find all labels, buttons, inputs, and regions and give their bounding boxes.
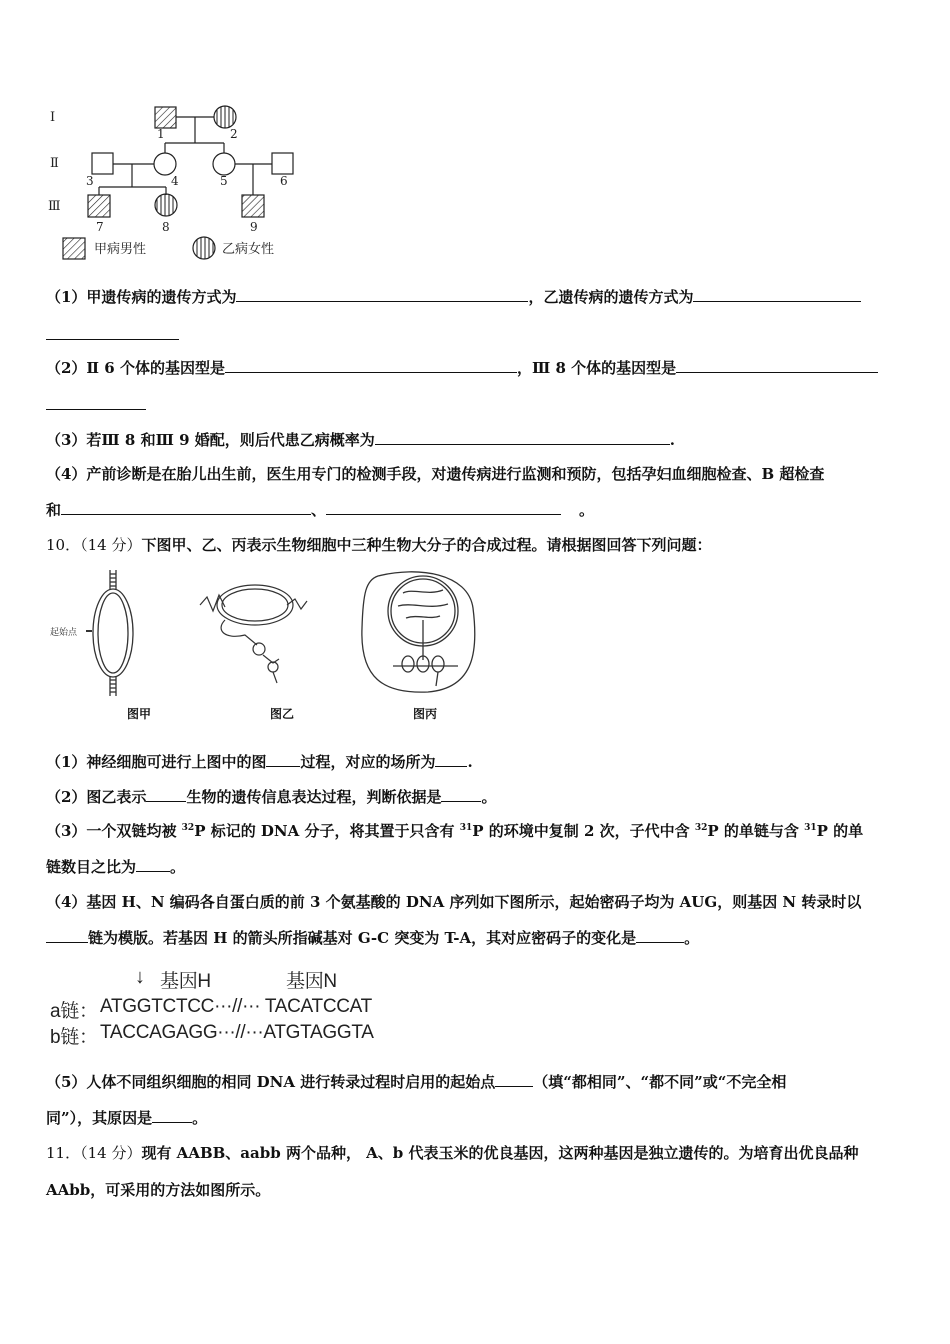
- answer-blank[interactable]: [326, 500, 561, 515]
- q11-stem-cont: AAbb，可采用的方法如图所示。: [46, 1181, 271, 1199]
- q10-part5-cont: 同”），其原因是 。: [46, 1109, 208, 1127]
- answer-blank[interactable]: [375, 430, 670, 445]
- answer-blank[interactable]: [693, 287, 861, 302]
- strand-a-label: a链：: [50, 1001, 98, 1022]
- q11-stem: 11．（14 分）现有 AABB、aabb 两个品种， A、b 代表玉米的优良基因，这两种基因是独立遗传的。为培育出优良品种: [46, 1144, 859, 1162]
- answer-blank[interactable]: [46, 928, 88, 943]
- q10-part3: （3）一个双链均被 $^{32}$P 标记的 DNA 分子，将其置于只含有 $^{31}$P 的环境中复制 2 次，子代中含 $^{32}$P 的单链与含 $^{31}$P 的单: [46, 822, 864, 840]
- dna-sequence-figure: [40, 960, 380, 1050]
- q9-part4: （4）产前诊断是在胎儿出生前，医生用专门的检测手段，对遗传病进行监测和预防，包括孕妇血细胞检查、B 超检查: [46, 465, 825, 483]
- strand-b-sequence: TACCAGAGG···//···ATGTAGGTA: [100, 1022, 374, 1043]
- q10-part5: （5）人体不同组织细胞的相同 DNA 进行转录过程时启用的起始点 （填“都相同”、“都不同”或“不完全相: [46, 1073, 787, 1091]
- q10-part2: （2）图乙表示 生物的遗传信息表达过程，判断依据是 。: [46, 788, 497, 806]
- answer-blank[interactable]: [266, 752, 300, 767]
- figure-transcription-translation: [195, 575, 315, 685]
- strand-b-label: b链：: [50, 1027, 98, 1048]
- svg-text:8: 8: [162, 220, 170, 234]
- q10-part4-cont: 链为模版。若基因 H 的箭头所指碱基对 G-C 突变为 T-A，其对应密码子的变化是 。: [46, 928, 699, 948]
- q9-part2-cont: [46, 395, 146, 415]
- legend-label-b: 乙病女性: [222, 242, 275, 257]
- start-point-label: 起始点: [50, 628, 78, 638]
- q10-part4: （4）基因 H、N 编码各自蛋白质的前 3 个氨基酸的 DNA 序列如下图所示，起始密码子均为 AUG，则基因 N 转录时以: [46, 893, 862, 911]
- q10-part3-cont: 链数目之比为 。: [46, 858, 186, 876]
- q9-part2: （2）Ⅱ 6 个体的基因型是 ，Ⅲ 8 个体的基因型是: [46, 358, 878, 378]
- q10-stem: 10．（14 分）下图甲、乙、丙表示生物细胞中三种生物大分子的合成过程。请根据图回答下列问题：: [46, 536, 712, 554]
- generation-label-2: Ⅱ: [50, 156, 59, 171]
- figure-eukaryotic-cell: [358, 568, 478, 698]
- answer-blank[interactable]: [441, 787, 481, 802]
- strand-a-sequence: ATGGTCTCC···//··· TACATCCAT: [100, 996, 372, 1017]
- answer-blank[interactable]: [146, 787, 186, 802]
- answer-blank[interactable]: [61, 500, 311, 515]
- answer-blank[interactable]: [495, 1072, 533, 1087]
- caption-fig-c: 图丙: [413, 707, 438, 721]
- answer-blank[interactable]: [136, 857, 170, 872]
- q10-part1: （1）神经细胞可进行上图中的图 过程，对应的场所为 .: [46, 753, 473, 771]
- generation-label-1: Ⅰ: [50, 110, 56, 125]
- answer-blank[interactable]: [46, 395, 146, 410]
- svg-text:3: 3: [86, 174, 94, 188]
- gene-h-label: 基因H: [160, 971, 211, 992]
- answer-blank[interactable]: [636, 928, 684, 943]
- answer-blank[interactable]: [435, 752, 467, 767]
- svg-text:4: 4: [171, 174, 179, 188]
- svg-text:6: 6: [280, 174, 288, 188]
- svg-text:1: 1: [157, 127, 165, 141]
- answer-blank[interactable]: [236, 287, 528, 302]
- caption-fig-a: 图甲: [127, 707, 152, 721]
- answer-blank[interactable]: [676, 358, 878, 373]
- legend-label-a: 甲病男性: [94, 242, 147, 257]
- svg-text:9: 9: [250, 220, 258, 234]
- gene-n-label: 基因N: [286, 971, 337, 992]
- mutation-arrow-icon: ↓: [135, 966, 145, 988]
- q9-part1-cont: [46, 325, 179, 345]
- generation-label-3: Ⅲ: [48, 199, 61, 214]
- svg-text:2: 2: [230, 127, 238, 141]
- caption-fig-b: 图乙: [270, 707, 295, 721]
- svg-text:5: 5: [220, 174, 228, 188]
- svg-text:7: 7: [96, 220, 104, 234]
- q9-part1: （1）甲遗传病的遗传方式为 ，乙遗传病的遗传方式为: [46, 287, 861, 307]
- q9-part4-cont: 和 、 。: [46, 501, 595, 519]
- answer-blank[interactable]: [46, 325, 179, 340]
- figure-replication: [50, 568, 150, 698]
- answer-blank[interactable]: [152, 1108, 192, 1123]
- pedigree-chart: [40, 95, 320, 270]
- answer-blank[interactable]: [225, 358, 517, 373]
- q9-part3: （3）若Ⅲ 8 和Ⅲ 9 婚配，则后代患乙病概率为 .: [46, 431, 675, 449]
